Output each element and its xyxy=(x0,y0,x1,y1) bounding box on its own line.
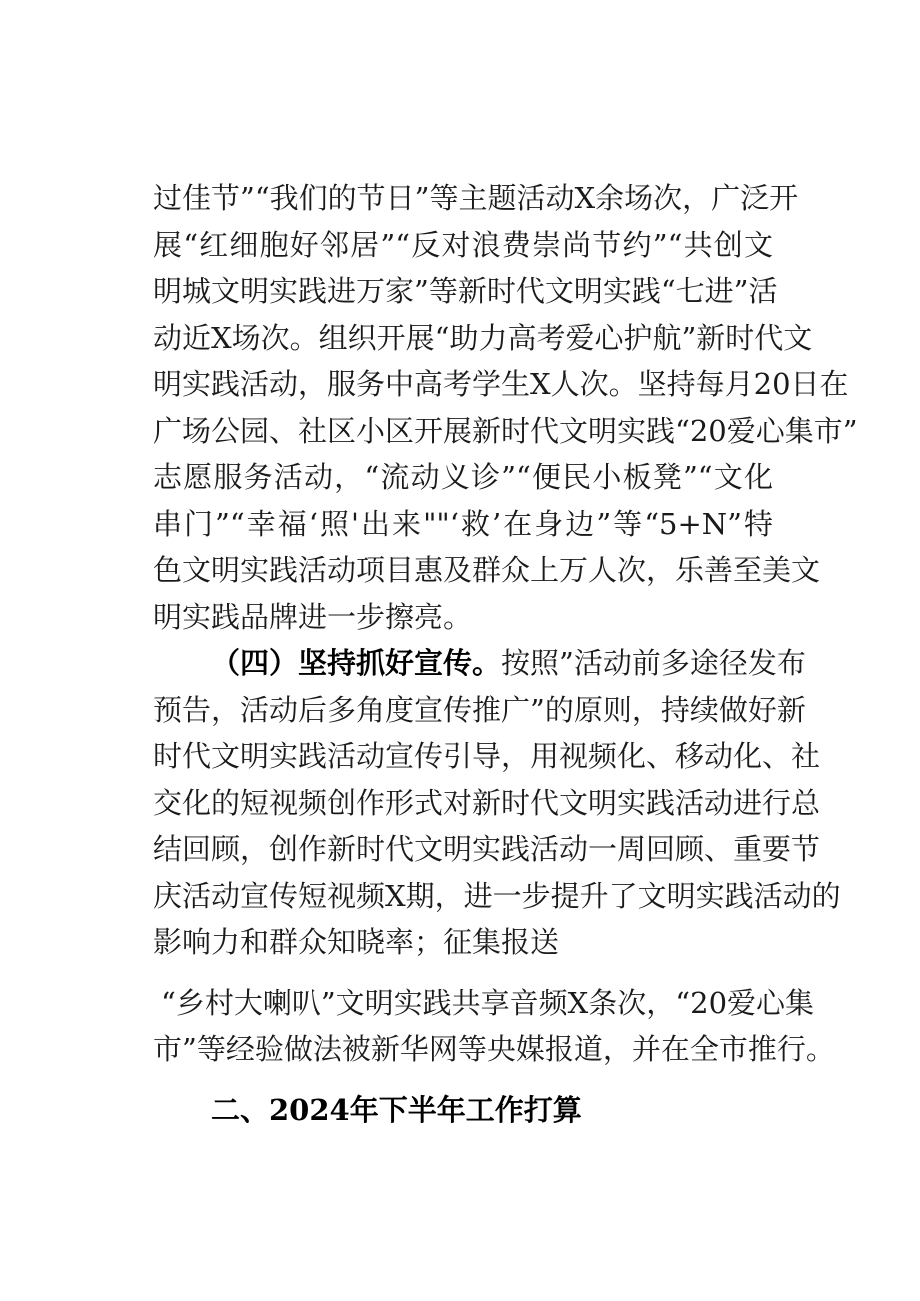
text-line: 明实践品牌进一步擦亮。 xyxy=(153,599,473,634)
text-line: 过佳节”“我们的节日”等主题活动X余场次，广泛开 xyxy=(153,181,799,215)
section-heading: 二、2024年下半年工作打算 xyxy=(211,1092,582,1127)
text-line: 结回顾，创作新时代文明实践活动一周回顾、重要节 xyxy=(153,832,821,866)
paragraph-publicity xyxy=(153,640,841,966)
text-line: 广场公园、社区小区开展新时代文明实践“20爱心集市” xyxy=(153,413,858,448)
text-line: 明城文明实践进万家”等新时代文明实践“七进”活 xyxy=(153,274,778,308)
text-line: 串门”“幸福‘照'出来""‘救’在身边”等“5+N”特 xyxy=(153,506,773,541)
text-line: 庆活动宣传短视频X期，进一步提升了文明实践活动的 xyxy=(153,878,841,913)
document-body xyxy=(153,175,858,1133)
text-line: 市”等经验做法被新华网等央媒报道，并在全市推行。 xyxy=(153,1032,835,1066)
paragraph-activities xyxy=(153,175,858,640)
text-line: 时代文明实践活动宣传引导，用视频化、移动化、社 xyxy=(153,739,821,773)
text-line: 交化的短视频创作形式对新时代文明实践活动进行总 xyxy=(153,785,821,820)
text-line: 影响力和群众知晓率；征集报送 xyxy=(153,925,560,959)
text-run: 按照”活动前多途径发布 xyxy=(501,646,806,680)
paragraph-gap xyxy=(153,1073,773,1087)
text-line: “乡村大喇叭”文明实践共享音频X条次，“20爱心集 xyxy=(161,985,815,1020)
text-line: 展“红细胞好邻居”“反对浪费崇尚节约”“共创文 xyxy=(153,227,773,262)
text-line: 色文明实践活动项目惠及群众上万人次，乐善至美文 xyxy=(153,553,821,587)
text-line: 志愿服务活动，“流动义诊”“便民小板凳”“文化 xyxy=(153,460,773,494)
paragraph-first-line xyxy=(153,640,806,687)
paragraph-broadcast xyxy=(153,980,835,1073)
text-line: 预告，活动后多角度宣传推广”的原则，持续做好新 xyxy=(153,692,806,727)
text-line: 动近X场次。组织开展“助力高考爱心护航”新时代文 xyxy=(153,320,813,355)
subsection-heading: （四）坚持抓好宣传。 xyxy=(211,646,502,680)
text-line: 明实践活动，服务中高考学生X人次。坚持每月20日在 xyxy=(153,367,849,401)
paragraph-gap xyxy=(153,966,773,980)
